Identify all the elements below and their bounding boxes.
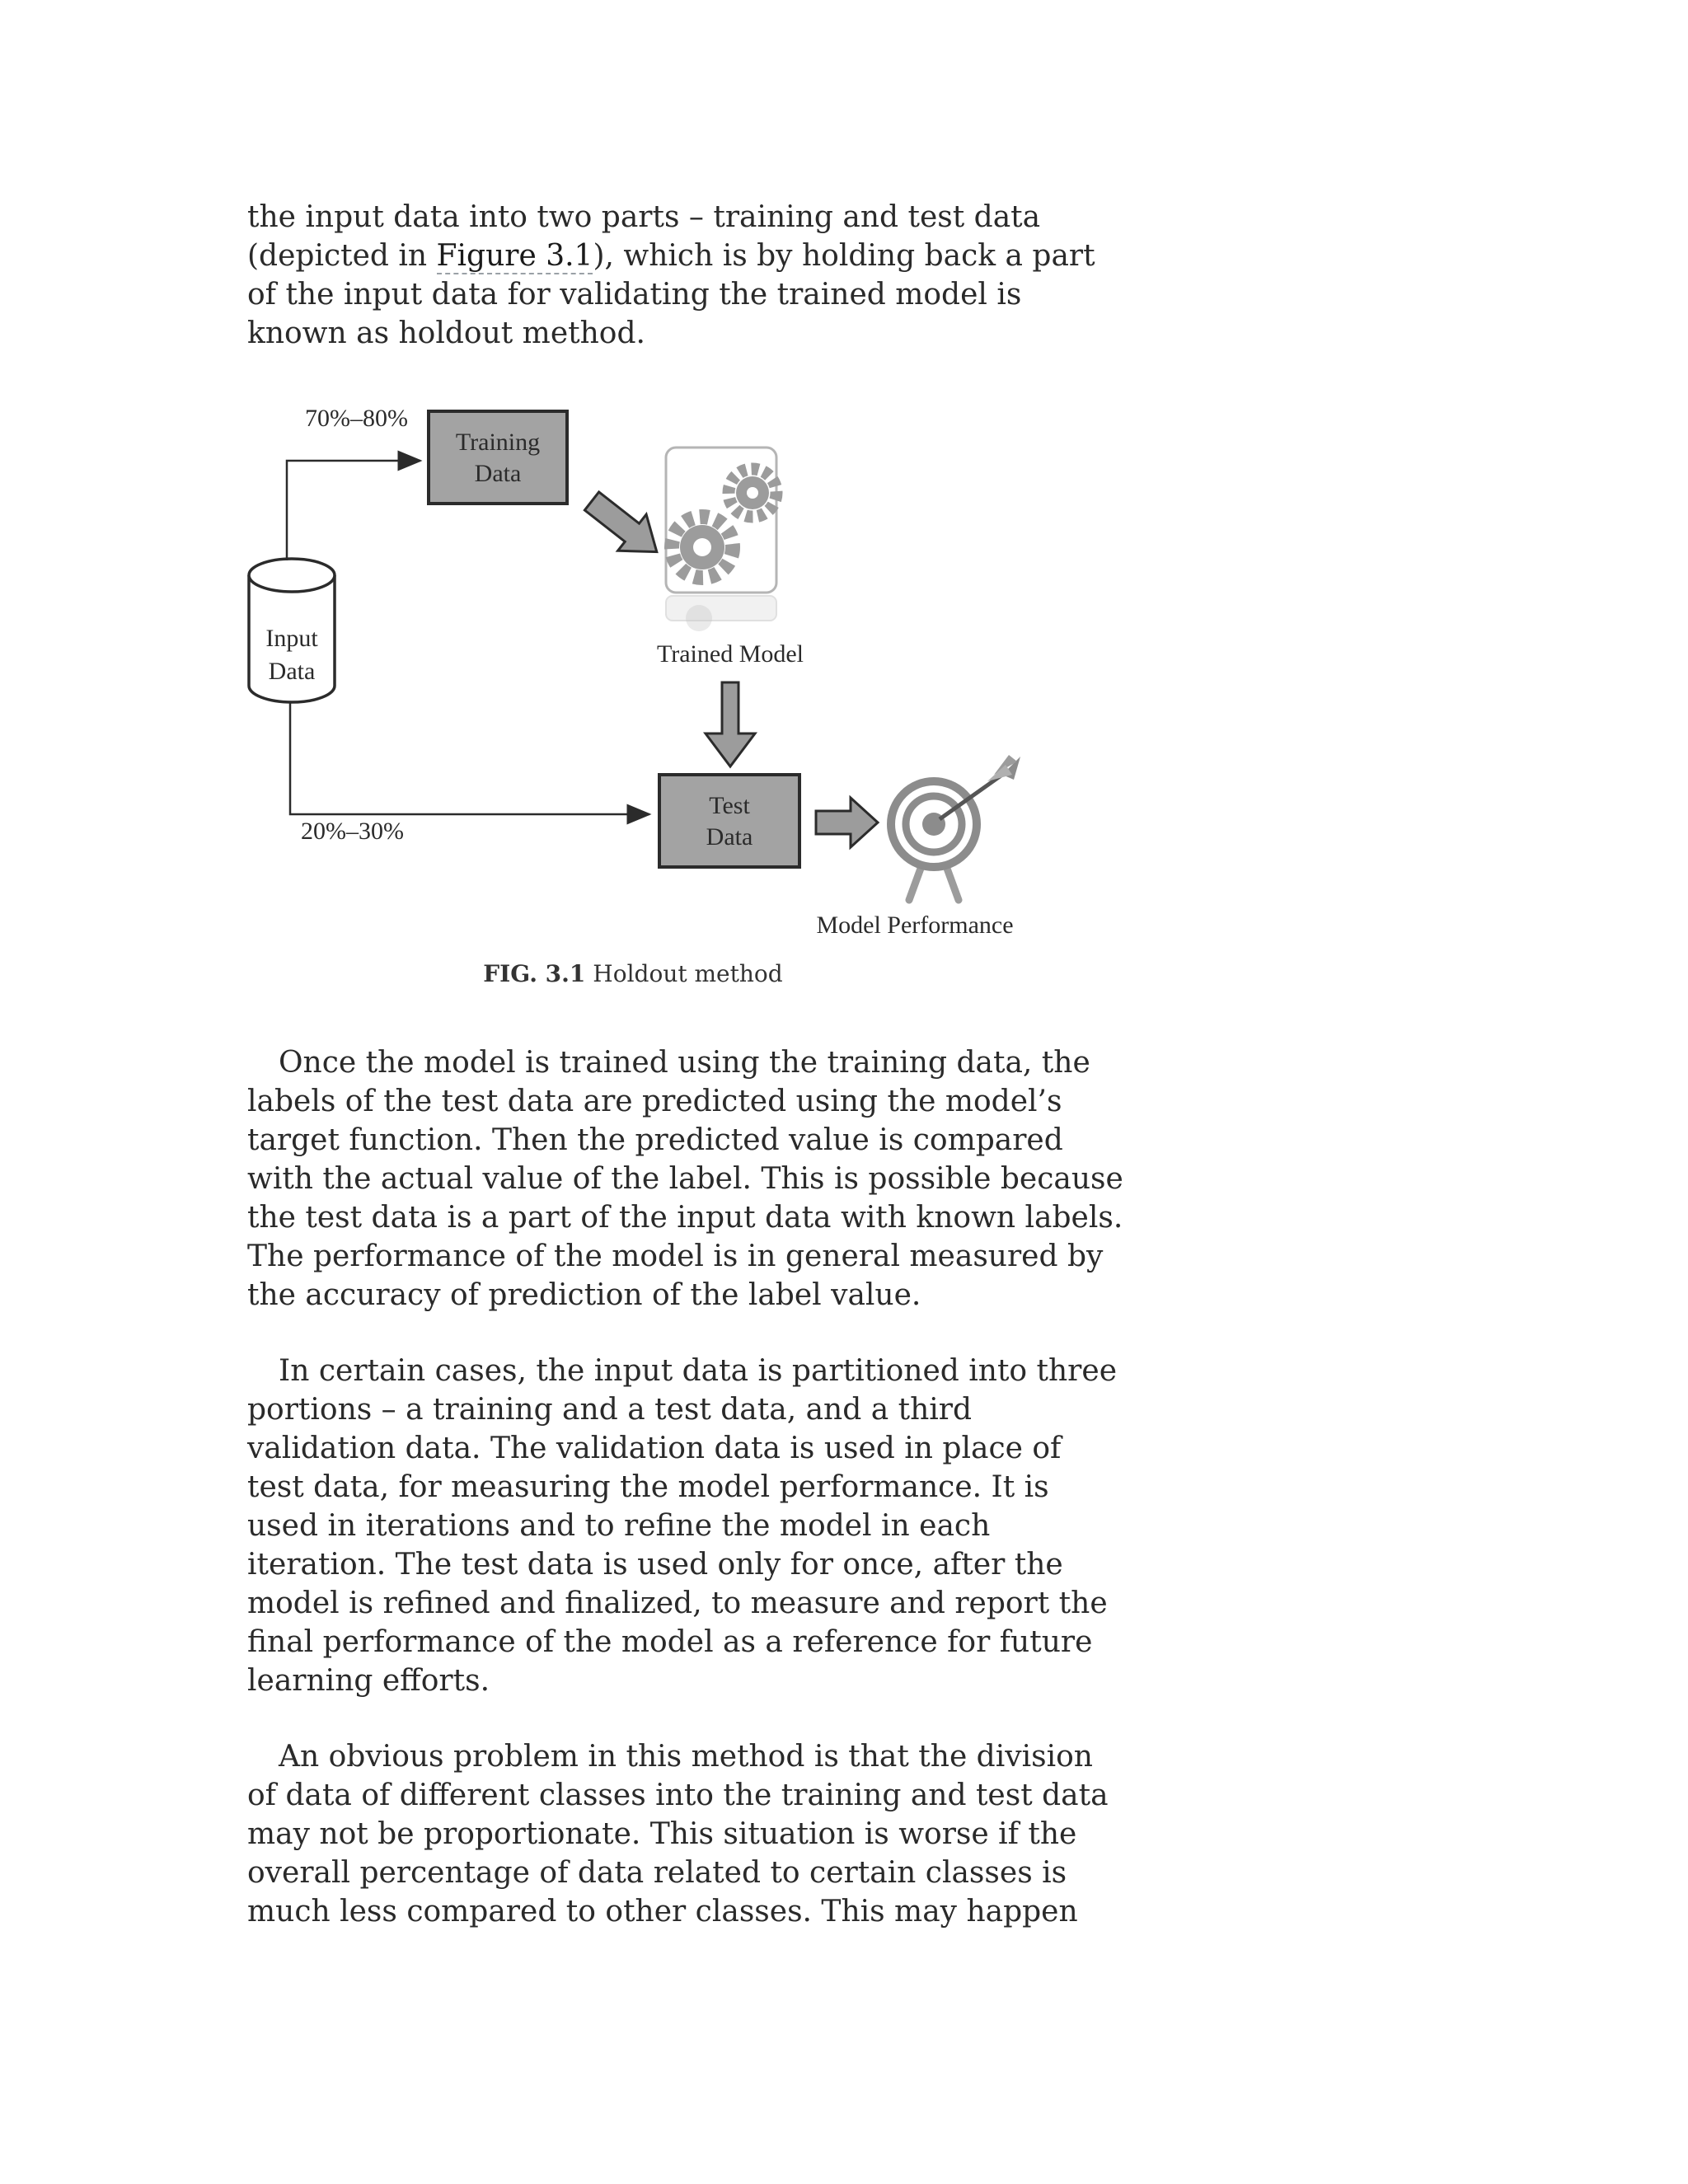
training-data-label-2: Data bbox=[474, 460, 522, 487]
text-line: final performance of the model as a reference for future bbox=[247, 1625, 1093, 1659]
input-data-label-1: Input bbox=[265, 625, 318, 652]
training-split-arrow bbox=[287, 461, 420, 560]
text-line: The performance of the model is in general measured by bbox=[247, 1240, 1104, 1273]
text-line: known as holdout method. bbox=[247, 316, 645, 350]
text-line: of the input data for validating the trained model is bbox=[247, 278, 1022, 312]
paragraph-intro bbox=[247, 198, 1095, 353]
test-split-label: 20%–30% bbox=[301, 818, 404, 845]
text-line bbox=[247, 1352, 1117, 1390]
figure-number: FIG. 3.1 bbox=[483, 960, 586, 987]
text-line: much less compared to other classes. This may happen bbox=[247, 1895, 1078, 1929]
training-data-box bbox=[429, 411, 567, 504]
figure-link[interactable]: Figure 3.1 bbox=[436, 239, 593, 273]
text-line: overall percentage of data related to certain classes is bbox=[247, 1856, 1067, 1890]
test-split-arrow bbox=[290, 702, 649, 814]
model-performance-target-icon bbox=[891, 755, 1020, 900]
text-fragment: In certain cases, the input data is partitioned into three bbox=[279, 1354, 1117, 1388]
model-to-test-arrow bbox=[706, 682, 755, 766]
text-line bbox=[247, 1737, 1093, 1776]
figure-caption-text: Holdout method bbox=[585, 960, 783, 987]
text-line: the input data into two parts – training and test data bbox=[247, 200, 1041, 234]
text-line: the accuracy of prediction of the label value. bbox=[247, 1278, 921, 1312]
paragraph-validation bbox=[247, 1352, 1117, 1700]
text-fragment: ), which is by holding back a part bbox=[593, 239, 1095, 273]
text-line: target function. Then the predicted value is compared bbox=[247, 1123, 1063, 1157]
text-line: labels of the test data are predicted using the model’s bbox=[247, 1085, 1062, 1118]
training-to-model-arrow bbox=[578, 483, 671, 570]
text-line: test data, for measuring the model performance. It is bbox=[247, 1470, 1049, 1504]
text-fragment: An obvious problem in this method is that the division bbox=[279, 1740, 1093, 1774]
trained-model-label: Trained Model bbox=[656, 640, 804, 668]
text-line: validation data. The validation data is used in place of bbox=[247, 1432, 1062, 1465]
text-fragment: (depicted in bbox=[247, 239, 437, 273]
text-fragment: Once the model is trained using the training data, the bbox=[279, 1046, 1090, 1080]
text-line bbox=[247, 237, 1095, 275]
text-line: with the actual value of the label. This is possible because bbox=[247, 1162, 1123, 1196]
text-line: model is refined and finalized, to measure and report the bbox=[247, 1586, 1108, 1620]
training-data-label-1: Training bbox=[455, 429, 541, 456]
text-line: of data of different classes into the training and test data bbox=[247, 1779, 1109, 1812]
text-line: learning efforts. bbox=[247, 1664, 490, 1698]
text-line: iteration. The test data is used only for once, after the bbox=[247, 1548, 1063, 1582]
text-line bbox=[247, 1043, 1090, 1082]
test-to-performance-arrow bbox=[816, 798, 878, 847]
text-line: may not be proportionate. This situation is worse if the bbox=[247, 1817, 1077, 1851]
test-data-label-1: Test bbox=[709, 792, 750, 819]
model-performance-label: Model Performance bbox=[816, 912, 1014, 939]
trained-model-gears-icon bbox=[666, 448, 776, 631]
figure-caption bbox=[0, 960, 1266, 987]
input-data-label-2: Data bbox=[268, 658, 316, 685]
training-split-label: 70%–80% bbox=[305, 405, 408, 432]
text-line: portions – a training and a test data, and a third bbox=[247, 1393, 973, 1427]
test-data-label-2: Data bbox=[706, 823, 753, 851]
text-line: the test data is a part of the input data with known labels. bbox=[247, 1201, 1123, 1235]
holdout-method-diagram bbox=[237, 387, 1045, 948]
input-data-cylinder bbox=[249, 559, 335, 702]
test-data-box bbox=[659, 775, 799, 867]
paragraph-trained-model bbox=[247, 1043, 1123, 1315]
text-line: used in iterations and to refine the model in each bbox=[247, 1509, 991, 1543]
paragraph-problem bbox=[247, 1737, 1109, 1931]
